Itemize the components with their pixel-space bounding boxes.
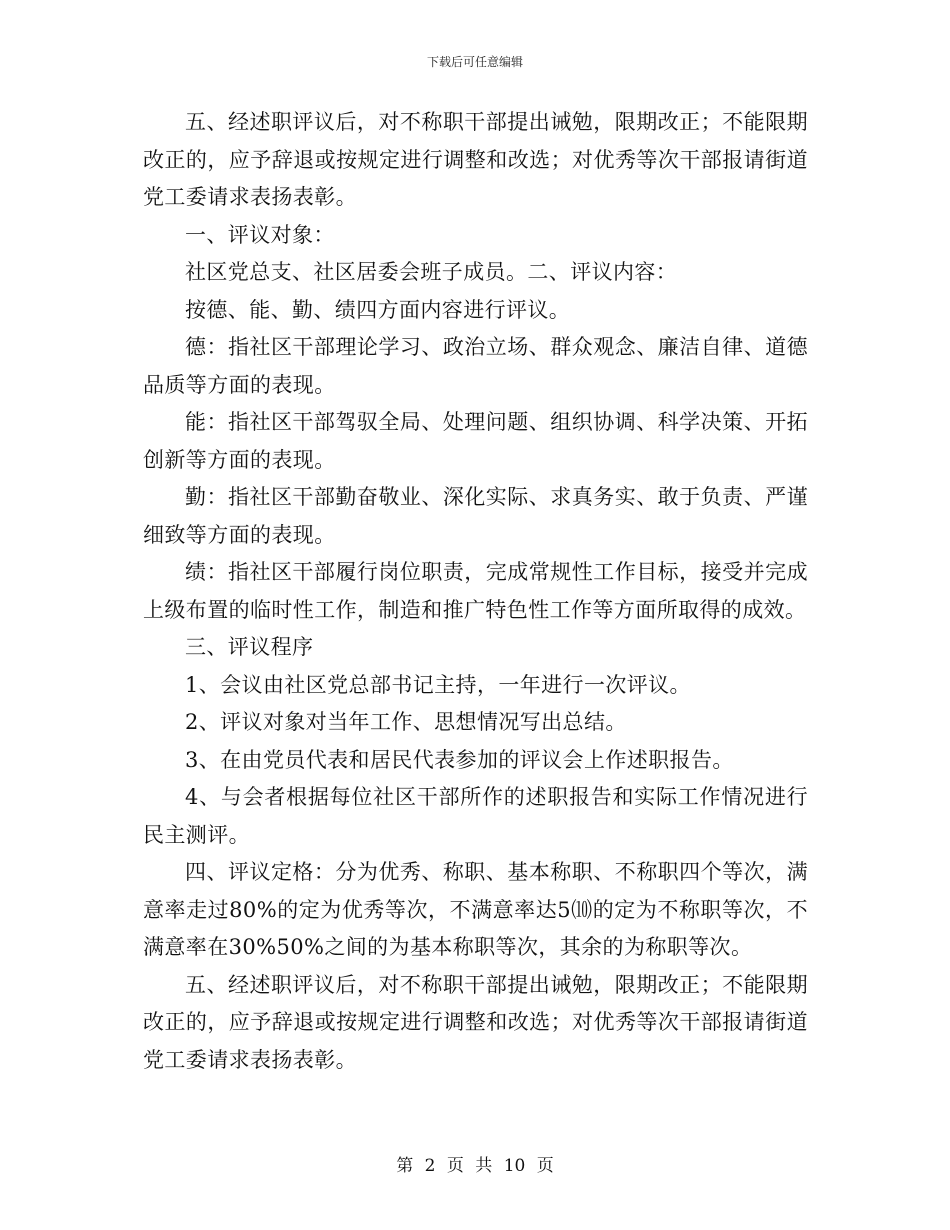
section-heading-procedure: 三、评议程序 xyxy=(185,635,314,659)
page-header: 下载后可任意编辑 xyxy=(426,55,523,69)
paragraph-evaluation-aspects: 按德、能、勤、绩四方面内容进行评议。 xyxy=(185,297,571,322)
document-body xyxy=(143,104,808,1079)
paragraph-ability: 能：指社区干部驾驭全局、处理问题、组织协调、科学决策、开拓创新等方面的表现。 xyxy=(143,410,808,472)
paragraph-evaluation-target: 社区党总支、社区居委会班子成员。二、评议内容： xyxy=(185,260,678,284)
procedure-step-2: 2、评议对象对当年工作、思想情况写出总结。 xyxy=(185,710,627,734)
page-number-footer: 第 2 页 共 10 页 xyxy=(396,1156,554,1176)
paragraph-grading: 四、评议定格：分为优秀、称职、基本称职、不称职四个等次，满意率走过80%的定为优秀等次，不满意率达5⑽的定为不称职等次，不满意率在30%50%之间的为基本称职等次，其余的为称职等次。 xyxy=(143,860,808,959)
paragraph-performance: 绩：指社区干部履行岗位职责，完成常规性工作目标，接受并完成上级布置的临时性工作，制造和推广特色性工作等方面所取得的成效。 xyxy=(143,560,808,622)
procedure-step-3: 3、在由党员代表和居民代表参加的评议会上作述职报告。 xyxy=(185,747,734,772)
procedure-step-1: 1、会议由社区党总部书记主持，一年进行一次评议。 xyxy=(185,672,691,697)
procedure-step-4: 4、与会者根据每位社区干部所作的述职报告和实际工作情况进行民主测评。 xyxy=(143,785,808,847)
paragraph-5-commendation-repeat: 五、经述职评议后，对不称职干部提出诫勉，限期改正；不能限期改正的，应予辞退或按规定进行调整和改选；对优秀等次干部报请街道党工委请求表扬表彰。 xyxy=(143,972,808,1072)
paragraph-diligence: 勤：指社区干部勤奋敬业、深化实际、求真务实、敢于负责、严谨细致等方面的表现。 xyxy=(143,485,808,547)
paragraph-morality: 德：指社区干部理论学习、政治立场、群众观念、廉洁自律、道德品质等方面的表现。 xyxy=(143,335,808,397)
paragraph-5-commendation: 五、经述职评议后，对不称职干部提出诫勉，限期改正；不能限期改正的，应予辞退或按规定进行调整和改选；对优秀等次干部报请街道党工委请求表扬表彰。 xyxy=(143,110,808,209)
section-heading-evaluation-target: 一、评议对象： xyxy=(185,222,335,247)
